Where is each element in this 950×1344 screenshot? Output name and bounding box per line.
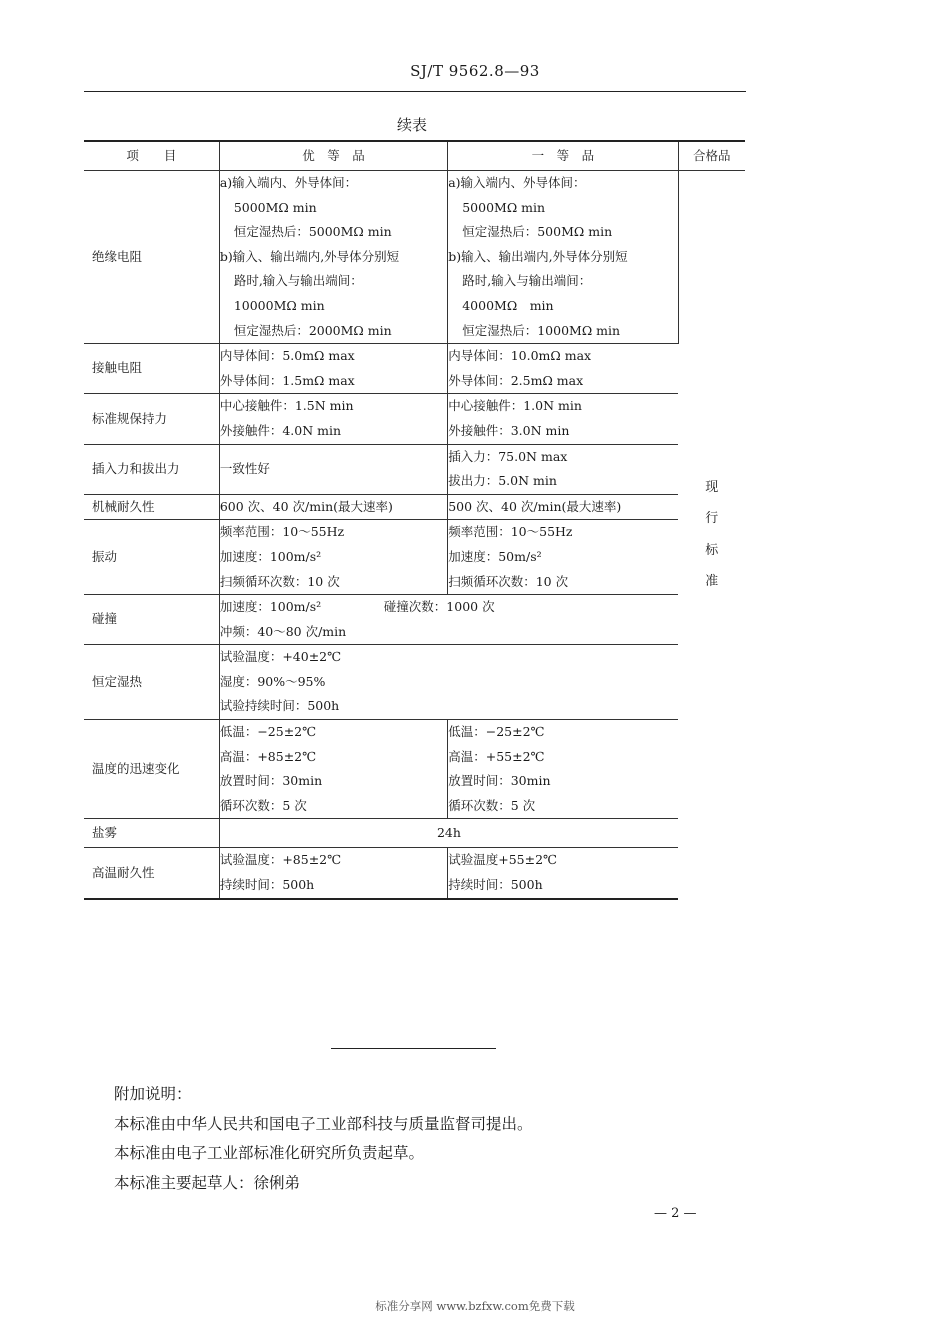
table-row — [84, 394, 745, 444]
cell-line: 放置时间：30min — [219, 773, 323, 789]
page-number: — 2 — — [654, 1206, 697, 1221]
cell-line: 试验温度：+40±2℃ — [219, 649, 342, 665]
cell-line: 外导体间：1.5mΩ max — [219, 372, 355, 388]
cell-line: 循环次数：5 次 — [448, 797, 536, 813]
table-row — [84, 848, 745, 899]
cell-line: 冲频：40～80 次/min — [219, 623, 347, 639]
cell-line: 低温：−25±2℃ — [448, 724, 545, 740]
superior-cell — [219, 720, 447, 819]
superior-cell — [219, 171, 447, 344]
spec-table — [84, 140, 745, 900]
cell-line: 拔出力：5.0N min — [448, 473, 557, 489]
first-grade-cell — [448, 444, 678, 494]
cell-line: 频率范围：10～55Hz — [448, 524, 573, 540]
footer-watermark: 标准分享网 www.bzfxw.com免费下载 — [375, 1299, 575, 1313]
notes-title: 附加说明： — [114, 1085, 192, 1103]
first-grade-cell — [448, 394, 678, 444]
table-row — [84, 494, 745, 520]
table-row — [84, 520, 745, 595]
end-rule — [331, 1048, 496, 1049]
qualified-cell — [678, 171, 745, 899]
first-grade-cell — [448, 171, 678, 344]
superior-cell — [219, 848, 447, 899]
cell-line: 恒定湿热后：500MΩ min — [462, 224, 613, 240]
qualified-char: 标 — [705, 542, 719, 558]
cell-line: 试验温度+55±2℃ — [448, 852, 558, 868]
superior-cell — [219, 344, 447, 394]
cell-line: 低温：−25±2℃ — [219, 724, 317, 740]
table-row — [84, 344, 745, 394]
cell-line: 10000MΩ min — [233, 297, 325, 313]
cell-line: 高温：+85±2℃ — [219, 748, 317, 764]
table-title: 续表 — [396, 116, 427, 134]
notes-line: 本标准由电子工业部标准化研究所负责起草。 — [114, 1144, 425, 1162]
standard-number: SJ/T 9562.8—93 — [410, 62, 540, 80]
superior-cell — [219, 494, 447, 520]
cell-line: 恒定湿热后：5000MΩ min — [233, 224, 392, 240]
row-item: 机械耐久性 — [84, 494, 219, 520]
cell-line: 路时,输入与输出端间： — [462, 273, 592, 289]
cell-line: 500 次、40 次/min(最大速率) — [448, 498, 622, 514]
first-grade-cell — [448, 848, 678, 899]
row-item: 高温耐久性 — [84, 848, 219, 899]
header-rule — [84, 91, 746, 92]
cell-line: b)输入、输出端内,外导体分别短 — [448, 248, 628, 264]
cell-line: a)输入端内、外导体间： — [448, 175, 586, 190]
cell-line: 恒定湿热后：2000MΩ min — [233, 322, 392, 338]
cell-line: 扫频循环次数：10 次 — [219, 573, 340, 589]
row-item: 插入力和拔出力 — [84, 444, 219, 494]
row-item: 绝缘电阻 — [84, 171, 219, 344]
col-header-qualified: 合格品 — [678, 141, 745, 171]
cell-line: 循环次数：5 次 — [219, 797, 307, 813]
cell-line: 试验持续时间：500h — [219, 698, 340, 714]
cell-line: 外接触件：4.0N min — [219, 422, 342, 438]
notes-line: 本标准由中华人民共和国电子工业部科技与质量监督司提出。 — [114, 1114, 533, 1133]
table-row — [84, 645, 745, 720]
superior-cell — [219, 394, 447, 444]
merged-cell: 24h — [219, 819, 678, 848]
cell-line: 恒定湿热后：1000MΩ min — [462, 322, 621, 338]
first-grade-cell — [448, 494, 678, 520]
cell-line: 外接触件：3.0N min — [448, 422, 570, 438]
cell-line: 5000MΩ min — [462, 199, 546, 215]
cell-line: 一致性好 — [219, 460, 270, 476]
cell-line: 4000MΩ min — [462, 297, 554, 313]
cell-line: 内导体间：5.0mΩ max — [219, 348, 355, 364]
row-item: 碰撞 — [84, 595, 219, 645]
table-row — [84, 444, 745, 494]
cell-line: 高温：+55±2℃ — [448, 748, 545, 764]
cell-line: 加速度：100m/s² — [219, 548, 322, 564]
cell-line: 湿度：90%～95% — [219, 673, 326, 689]
merged-cell — [219, 645, 678, 720]
cell-line: 外导体间：2.5mΩ max — [448, 372, 584, 388]
table-row — [84, 171, 745, 344]
row-item: 振动 — [84, 520, 219, 595]
qualified-char: 现 — [705, 479, 719, 495]
merged-cell — [219, 595, 678, 645]
cell-line — [220, 595, 678, 620]
cell-line: 持续时间：500h — [448, 877, 543, 893]
table-row — [84, 819, 745, 848]
notes-line: 本标准主要起草人：徐俐弟 — [114, 1173, 301, 1192]
row-item: 标准规保持力 — [84, 394, 219, 444]
col-header-superior: 优 等 品 — [219, 141, 447, 171]
cell-text: 加速度：100m/s² — [219, 599, 322, 615]
cell-line: 内导体间：10.0mΩ max — [448, 348, 592, 364]
row-item: 恒定湿热 — [84, 645, 219, 720]
cell-line: 频率范围：10～55Hz — [219, 524, 345, 540]
cell-line: b)输入、输出端内,外导体分别短 — [219, 248, 400, 264]
col-header-item: 项 目 — [84, 141, 219, 171]
row-item: 温度的迅速变化 — [84, 720, 219, 819]
cell-line: 持续时间：500h — [219, 877, 315, 893]
cell-text: 碰撞次数：1000 次 — [383, 599, 495, 615]
qualified-char: 行 — [705, 511, 719, 527]
additional-notes — [114, 1080, 533, 1198]
cell-line: a)输入端内、外导体间： — [219, 175, 358, 190]
cell-line: 中心接触件：1.0N min — [448, 398, 582, 414]
table-row — [84, 720, 745, 819]
superior-cell — [219, 444, 447, 494]
cell-line: 加速度：50m/s² — [448, 548, 542, 564]
first-grade-cell — [448, 720, 678, 819]
cell-line: 600 次、40 次/min(最大速率) — [219, 498, 393, 514]
row-item: 接触电阻 — [84, 344, 219, 394]
col-header-first: 一 等 品 — [448, 141, 678, 171]
table-header-row — [84, 141, 745, 171]
cell-line: 扫频循环次数：10 次 — [448, 573, 569, 589]
first-grade-cell — [448, 520, 678, 595]
cell-line: 放置时间：30min — [448, 773, 551, 789]
table-row — [84, 595, 745, 645]
qualified-char: 准 — [705, 574, 719, 590]
cell-line: 试验温度：+85±2℃ — [219, 852, 342, 868]
cell-line: 5000MΩ min — [233, 199, 317, 215]
row-item: 盐雾 — [84, 819, 219, 848]
cell-line: 插入力：75.0N max — [448, 448, 568, 464]
superior-cell — [219, 520, 447, 595]
cell-line: 路时,输入与输出端间： — [233, 273, 363, 289]
first-grade-cell — [448, 344, 678, 394]
cell-line: 中心接触件：1.5N min — [219, 398, 354, 414]
